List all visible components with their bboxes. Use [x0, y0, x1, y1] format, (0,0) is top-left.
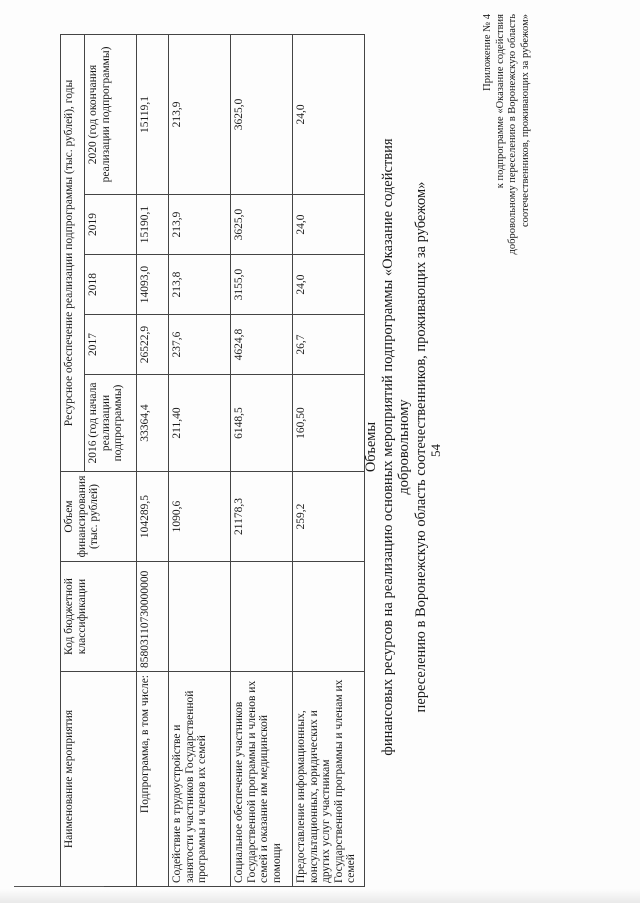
header-volume: Объем финансирования (тыс. рублей) [61, 472, 137, 562]
title-line: финансовых ресурсов на реализацию основных мероприятий подпрограммы «Оказание содействия добровольному [379, 138, 412, 756]
row-2019: 24,0 [293, 195, 365, 255]
table-row [169, 34, 231, 886]
row-name: Социальное обеспечение участников Государственной программы и членов их семей и оказание им медицинской помощи [231, 672, 293, 887]
row-name: Подпрограмма, в том числе: [137, 672, 169, 887]
row-2017: 237,6 [169, 315, 231, 375]
appendix-line: к подпрограмме «Оказание содействия [494, 14, 506, 189]
header-2016: 2016 (год начала реализации подпрограммы) [85, 375, 137, 472]
row-2019: 15190,1 [137, 195, 169, 255]
appendix-note [482, 14, 532, 394]
header-code: Код бюджетной классификации [61, 562, 137, 672]
row-volume: 21178,3 [231, 472, 293, 562]
row-2020: 3625,0 [231, 34, 293, 194]
scan-edge [0, 889, 640, 903]
row-2020: 24,0 [293, 34, 365, 194]
title-line: Объемы [363, 421, 379, 473]
row-name: Содействие в трудоустройстве и занятости участников Государственной программы и членов их семей [169, 672, 231, 887]
header-2017: 2017 [85, 315, 137, 375]
row-2018: 24,0 [293, 255, 365, 315]
document-title [363, 102, 429, 792]
table-row [137, 34, 169, 886]
row-2019: 3625,0 [231, 195, 293, 255]
row-2016: 6148,5 [231, 375, 293, 472]
row-2020: 213,9 [169, 34, 231, 194]
page-number: 54 [428, 444, 443, 457]
row-2019: 213,9 [169, 195, 231, 255]
appendix-label: Приложение № 4 [482, 14, 493, 91]
appendix-line: добровольному переселению в Воронежскую область [507, 14, 518, 255]
header-2018: 2018 [85, 255, 137, 315]
title-line: переселению в Воронежскую область соотечественников, проживающих за рубежом» [412, 181, 429, 713]
table-row [231, 34, 293, 886]
row-2017: 4624,8 [231, 315, 293, 375]
appendix-line: соотечественников, проживающих за рубежом» [519, 14, 531, 227]
footnote-rule [14, 886, 104, 887]
row-2018: 14093,0 [137, 255, 169, 315]
row-2016: 211,40 [169, 375, 231, 472]
row-2020: 15119,1 [137, 34, 169, 194]
header-resources: Ресурсное обеспечение реализации подпрограммы (тыс. рублей), годы [61, 34, 85, 471]
row-volume: 104289,5 [137, 472, 169, 562]
row-code [231, 562, 293, 672]
row-code: 85803110730000000 [137, 562, 169, 672]
row-volume: 1090,6 [169, 472, 231, 562]
row-code [169, 562, 231, 672]
row-2018: 3155,0 [231, 255, 293, 315]
resources-table [60, 34, 365, 887]
row-2016: 160,50 [293, 375, 365, 472]
header-name: Наименование мероприятия [61, 672, 137, 887]
header-2019: 2019 [85, 195, 137, 255]
row-2017: 26522,9 [137, 315, 169, 375]
header-2020: 2020 (год окончания реализации подпрограммы) [85, 34, 137, 194]
row-volume: 259,2 [293, 472, 365, 562]
rotated-content [30, 12, 630, 892]
row-2018: 213,8 [169, 255, 231, 315]
row-2016: 33364,4 [137, 375, 169, 472]
row-name: Предоставление информационных, консультационных, юридических и других услуг участникам Государственной программы и членам их семей [293, 672, 365, 887]
table-row [293, 34, 365, 886]
row-code [293, 562, 365, 672]
row-2017: 26,7 [293, 315, 365, 375]
